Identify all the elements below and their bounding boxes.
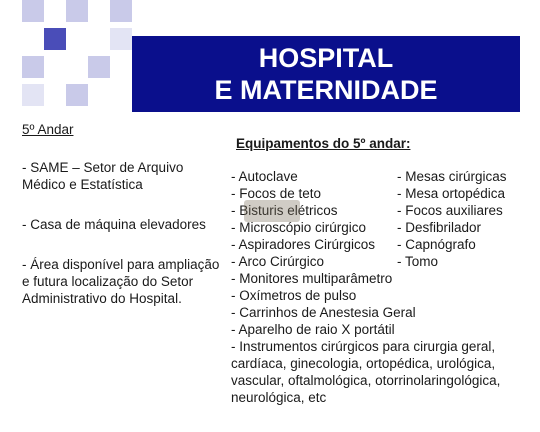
decor-square (110, 0, 132, 22)
equipment-item: - Arco Cirúrgico (231, 254, 325, 269)
equipment-item: - Desfibrilador (397, 220, 482, 235)
decor-square (44, 28, 66, 50)
equipment-item: - Aparelho de raio X portátil (231, 322, 395, 337)
equipment-item: - Mesas cirúrgicas (397, 169, 507, 184)
title-line-2: E MATERNIDADE (214, 75, 438, 105)
floor-item: - Área disponível para ampliação e futura localização do Setor Administrativo do Hospital. (22, 257, 220, 306)
equipment-item: - Monitores multiparâmetro (231, 271, 393, 286)
equipment-item: - Aspiradores Cirúrgicos (231, 237, 376, 252)
equipment-item: - Instrumentos cirúrgicos para cirurgia geral, cardíaca, ginecologia, ortopédica, urológica, vascular, oftalmológica, otorrinolaringológica, neurológica, etc (231, 339, 501, 405)
equipment-item: - Capnógrafo (397, 237, 476, 252)
equipment-item: - Autoclave (231, 169, 298, 184)
equipment-item: - Oxímetros de pulso (231, 288, 357, 303)
decor-square (66, 84, 88, 106)
title-line-1: HOSPITAL (258, 43, 394, 73)
equipment-heading: Equipamentos do 5º andar: (236, 136, 411, 151)
decor-square (22, 0, 44, 22)
floor-item: - SAME – Setor de Arquivo Médico e Estatística (22, 160, 184, 192)
decor-square (110, 28, 132, 50)
equipment-item: - Tomo (397, 254, 439, 269)
equipment-item: - Carrinhos de Anestesia Geral (231, 305, 416, 320)
equipment-item: - Bisturis elétricos (231, 203, 338, 218)
decor-square (88, 56, 110, 78)
title-band (132, 36, 520, 112)
equipment-item: - Microscópio cirúrgico (231, 220, 367, 235)
header-decoration (0, 0, 540, 112)
watermark-overlay (244, 200, 300, 222)
floor-info (22, 122, 222, 330)
equipment-item: - Mesa ortopédica (397, 186, 506, 201)
decor-square (22, 84, 44, 106)
equipment-item: - Focos de teto (231, 186, 322, 201)
decor-square (22, 56, 44, 78)
equipment-item: - Focos auxiliares (397, 203, 503, 218)
floor-item: - Casa de máquina elevadores (22, 217, 206, 232)
decor-square (66, 0, 88, 22)
floor-heading: 5º Andar (22, 122, 74, 137)
